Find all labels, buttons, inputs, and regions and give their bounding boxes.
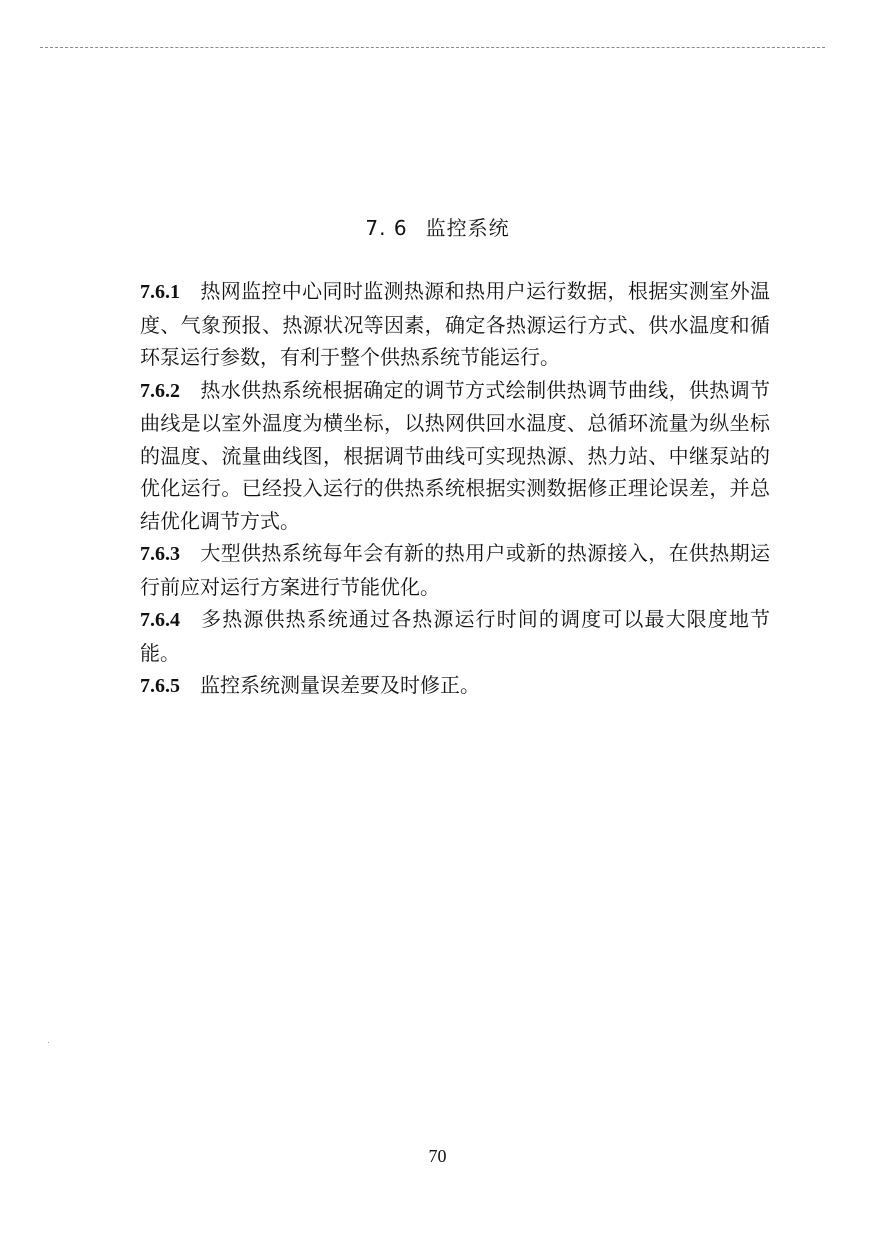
- clause-number: 7.6.1: [140, 281, 180, 303]
- clause-number: 7.6.5: [140, 675, 180, 697]
- clause-text: 热网监控中心同时监测热源和热用户运行数据，根据实测室外温度、气象预报、热源状况等因素，确定各热源运行方式、供水温度和循环泵运行参数，有利于整个供热系统节能运行。: [140, 279, 770, 369]
- scan-speck: [48, 1042, 49, 1043]
- section-heading: [0, 212, 875, 241]
- page-number: 70: [428, 1146, 447, 1166]
- clause-number: 7.6.2: [140, 379, 180, 402]
- clause-number: 7.6.3: [140, 543, 180, 565]
- clause-number: 7.6.4: [140, 609, 180, 631]
- section-number: 7. 6: [365, 216, 408, 240]
- clause-text: 多热源供热系统通过各热源运行时间的调度可以最大限度地节能。: [140, 607, 770, 665]
- clause-7-6-2: [140, 374, 770, 538]
- clause-text: 监控系统测量误差要及时修正。: [200, 673, 480, 697]
- section-title: 监控系统: [425, 216, 510, 240]
- header-rule: [40, 47, 825, 48]
- document-body: [140, 275, 770, 703]
- clause-7-6-5: [140, 669, 770, 703]
- clause-text: 大型供热系统每年会有新的热用户或新的热源接入，在供热期运行前应对运行方案进行节能优化。: [140, 541, 770, 599]
- clause-7-6-4: [140, 603, 770, 669]
- clause-7-6-1: [140, 275, 770, 374]
- clause-7-6-3: [140, 537, 770, 603]
- clause-text: 热水供热系统根据确定的调节方式绘制供热调节曲线，供热调节曲线是以室外温度为横坐标，以热网供回水温度、总循环流量为纵坐标的温度、流量曲线图，根据调节曲线可实现热源、热力站、中继泵站的优化运行。已经投入运行的供热系统根据实测数据修正理论误差，并总结优化调节方式。: [140, 377, 770, 533]
